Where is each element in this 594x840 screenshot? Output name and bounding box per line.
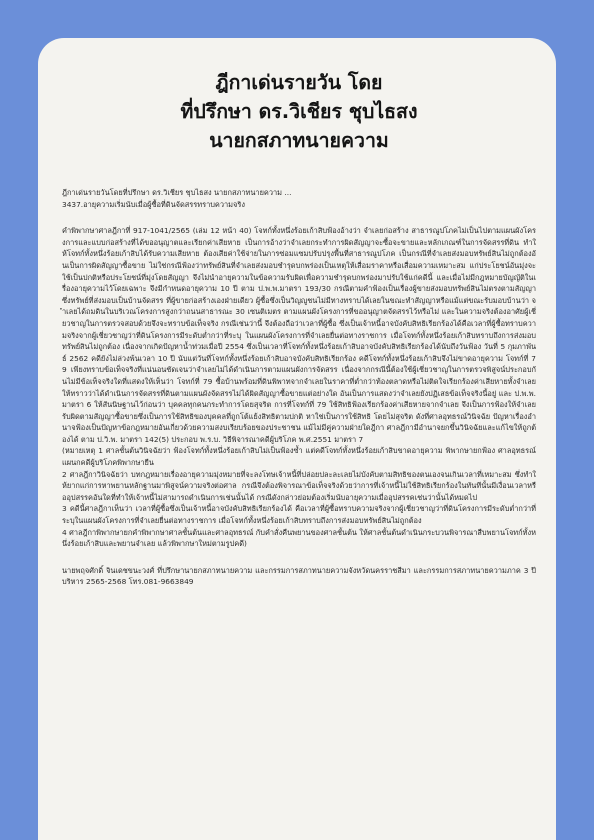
intro-line-1: ฎีกาเด่นรายวันโดยที่ปรึกษา ดร.วิเชียร ชุบไธสง นายกสภาทนายความ ... — [62, 188, 292, 197]
intro-block — [62, 187, 536, 210]
note-paragraph-1: (หมายเหตุ 1 ศาลชั้นต้นวินิจฉัยว่า ฟ้องโจทก์ทั้งหนึ่งร้อยเก้าสิบไม่เป็นฟ้องซ้ำ แต่คดีโจทก์ทั้งหนึ่งร้อยเก้าสิบขาดอายุความ พิพากษายกฟ้อง ศาลอุทธรณ์แผนกคดีผู้บริโภคพิพากษายืน — [62, 446, 536, 468]
intro-line-2: 3437.อายุความเริ่มนับเมื่อผู้ซื้อที่ดินจัดสรรทราบความจริง — [62, 199, 245, 209]
document-page — [38, 38, 556, 840]
note-paragraph-2: 2 ศาลฎีกาวินิจฉัยว่า บทกฎหมายเรื่องอายุความมุ่งหมายที่จะลงโทษเจ้าหนี้ที่ปล่อยปละละเลยไม่บังคับตามสิทธิของตนเองจนเกินเวลาที่เหมาะสม ซึ่งทำให้ยากแก่การหาพยานหลักฐานมาพิสูจน์ความจริงต่อศาล กรณีจึงต้องพิจารณาข้อเท็จจริงด้วยว่าการที่เจ้าหนี้ไม่ใช้สิทธิเรียกร้องในทันทีนั้นมีเงื่อนเวลาหรืออุปสรรคอันใดที่ทำให้เจ้าหนี้ไม่สามารถดำเนินการเช่นนั้นได้ กรณีดังกล่าวย่อมต้องเริ่มนับอายุความเมื่ออุปสรรคเช่นว่านั้นได้หมดไป — [62, 469, 536, 502]
judgment-paragraph: คำพิพากษาศาลฎีกาที่ 917-1041/2565 (เล่ม 12 หน้า 40) โจทก์ทั้งหนึ่งร้อยเก้าสิบฟ้องอ้างว่า จำเลยก่อสร้าง สาธารณูปโภคไม่เป็นไปตามแผนผังโครงการและแบบก่อสร้างที่ได้ขออนุญาตและเรียกค่าเสียหาย เป็นการอ้างว่าจำเลยกระทำการผิดสัญญาจะซื้อจะขายและหลักเกณฑ์ในการจัดสรรที่ดิน ทำให้โจทก์ทั้งหนึ่งร้อยเก้าสิบได้รับความเสียหาย ต้องเสียค่าใช้จ่ายในการซ่อมแซมปรับปรุงพื้นที่สาธารณูปโภค เป็นกรณีที่จำเลยส่งมอบทรัพย์สินไม่ถูกต้องอันเป็นการผิดสัญญาซื้อขาย ไม่ใช่กรณีฟ้องว่าทรัพย์สินที่จำเลยส่งมอบชำรุดบกพร่องเป็นเหตุให้เสื่อมราคาหรือเสื่อมความเหมาะสม แก่ประโยชน์อันมุ่งจะใช้เป็นปกติหรือประโยชน์ที่มุ่งโดยสัญญา จึงไม่นำอายุความในข้อความรับผิดเพื่อความชำรุดบกพร่องมาปรับใช้แก่คดีนี้ และเมื่อไม่มีกฎหมายบัญญัติในเรื่องอายุความไว้โดยเฉพาะ จึงมีกำหนดอายุความ 10 ปี ตาม ป.พ.พ.มาตรา 193/30 กรณีตามคำฟ้องเป็นเรื่องผู้ขายส่งมอบทรัพย์สินไม่ตรงตามสัญญา ซึ่งทรัพย์ที่ส่งมอบเป็นบ้านจัดสรร ที่ผู้ขายก่อสร้างเองฝ่ายเดียว ผู้ซื้อซึ่งเป็นวิญญูชนไม่มีทางทราบได้เลยในขณะทำสัญญาหรือแม้แต่ขณะรับมอบบ้านว่า จำเลยได้ถมดินในบริเวณโครงการสูงกว่าถนนสาธารณะ 30 เซนติเมตร ตามแผนผังโครงการที่ขออนุญาตจัดสรรไว้หรือไม่ และในความจริงต้องอาศัยผู้เชี่ยวชาญในการตรวจสอบด้วยจึงจะทราบข้อเท็จจริง กรณีเช่นว่านี้ จึงต้องถือว่าเวลาที่ผู้ซื้อ ซึ่งเป็นเจ้าหนี้อาจบังคับสิทธิเรียกร้องได้คือเวลาที่ผู้ซื้อทราบความจริงจากผู้เชี่ยวชาญว่าที่ดินโครงการมีระดับต่ำกว่าที่ระบุ ในแผนผังโครงการที่จำเลยยื่นต่อทางราชการ เมื่อโจทก์ทั้งหนึ่งร้อยเก้าสิบทราบถึงการส่งมอบทรัพย์สินไม่ถูกต้อง เนื่องจากเกิดปัญหาน้ำท่วมเมื่อปี 2554 ซึ่งเป็นเวลาที่โจทก์ทั้งหนึ่งร้อยเก้าสิบอาจบังคับสิทธิเรียกร้องได้นับถึงวันฟ้อง วันที่ 5 กุมภาพันธ์ 2562 คดียังไม่ล่วงพ้นเวลา 10 ปี นับแต่วันที่โจทก์ทั้งหนึ่งร้อยเก้าสิบอาจบังคับสิทธิเรียกร้อง คดีโจทก์ทั้งหนึ่งร้อยเก้าสิบจึงไม่ขาดอายุความ โจทก์ที่ 79 เพียงทราบข้อเท็จจริงที่แน่นอนชัดเจนว่าจำเลยไม่ได้ดำเนินการตามแผนผังการจัดสรร เนื่องจากกรณีนี้ต้องใช้ผู้เชี่ยวชาญในการตรวจพิสูจน์ประกอบกันไม่มีข้อเท็จจริงใดที่แสดงให้เห็นว่า โจทก์ที่ 79 ซื้อบ้านพร้อมที่ดินพิพาทจากจำเลยในราคาที่ต่ำกว่าท้องตลาดหรือไม่ติดใจเรียกร้องค่าเสียหายทั้งจำเลยให้ทราวว่าได้ดำเนินการจัดสรรที่ดินตามแผนผังจัดสรรไม่ได้ผิดสัญญาซื้อขายแต่อย่างใด อันเป็นการแสดงว่าจำเลยยังปฏิเสธข้อเท็จจริงนี้อยู่ และ ป.พ.พ. มาตรา 6 ให้สันนิษฐานไว้ก่อนว่า บุคคลทุกคนกระทำการโดยสุจริต การที่โจทก์ที่ 79 ใช้สิทธิฟ้องเรียกร้องค่าเสียหายจากจำเลย จึงเป็นการฟ้องให้จำเลยรับผิดตามสัญญาซื้อขายซึ่งเป็นการใช้สิทธิของบุคคลที่ถูกโต้แย้งสิทธิตามปกติ หาใช่เป็นการใช้สิทธิ โดยไม่สุจริต ดังที่ศาลอุทธรณ์วินิจฉัย ปัญหาเรื่องอำนาจฟ้องเป็นปัญหาข้อกฎหมายอันเกี่ยวด้วยความสงบเรียบร้อยของประชาชน แม้ไม่มีคู่ความฝ่ายใดฎีกา ศาลฎีกามีอำนาจยกขึ้นวินิจฉัยและแก้ไขให้ถูกต้องได้ ตาม ป.วิ.พ. มาตรา 142(5) ประกอบ พ.ร.บ. วิธีพิจารณาคดีผู้บริโภค พ.ศ.2551 มาตรา 7 — [62, 226, 536, 444]
judgment-body — [62, 225, 536, 550]
title-line-1: ฎีกาเด่นรายวัน โดย — [215, 71, 383, 94]
title-line-3: นายกสภาทนายความ — [209, 129, 389, 152]
note-paragraph-3: 3 คดีนี้ศาลฎีกาเห็นว่า เวลาที่ผู้ซื้อซึ่งเป็นเจ้าหนี้อาจบังคับสิทธิเรียกร้องได้ คือเวลาที่ผู้ซื้อทราบความจริงจากผู้เชี่ยวชาญว่าที่ดินโครงการมีระดับต่ำกว่าที่ระบุในแผนผังโครงการที่จำเลยยื่นต่อทางราชการ เมื่อโจทก์ทั้งหนึ่งร้อยเก้าสิบทราบถึงการส่งมอบทรัพย์สินไม่ถูกต้อง — [62, 504, 536, 526]
page-title — [62, 68, 536, 155]
note-paragraph-4: 4 ศาลฎีกาพิพากษายกคำพิพากษาศาลชั้นต้นและศาลอุทธรณ์ กับคำสั่งคืนพยานของศาลชั้นต้น ให้ศาลชั้นต้นดำเนินกระบวนพิจารณาสืบพยานโจทก์ทั้งหนึ่งร้อยเก้าสิบและพยานจำเลย แล้วพิพากษาใหม่ตามรูปคดี) — [62, 527, 536, 549]
title-line-2: ที่ปรึกษา ดร.วิเชียร ชุบไธสง — [180, 100, 418, 123]
author-footer: นายพฤจศักดิ์ จินเดชขนะวงศ์ ที่ปรึกษานายกสภาทนายความ และกรรมการสภาทนายความจังหวัดนครราชสีมา และกรรมการสภาทนายความภาค 3 ปีบริหาร 2565-2568 โทร.081-9663849 — [62, 565, 536, 587]
